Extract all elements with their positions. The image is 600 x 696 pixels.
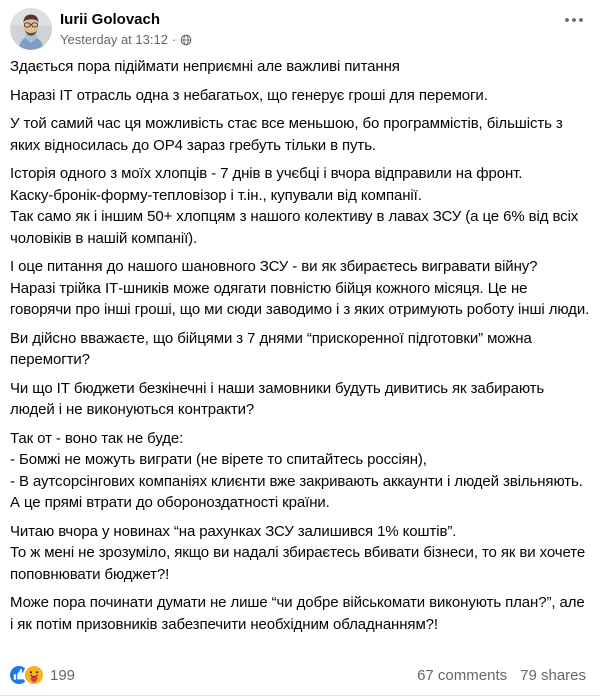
post-paragraph: Ви дійсно вважаєте, що бійцями з 7 днями “прискоренної підготовки” можна перемогти? (10, 329, 532, 368)
post-paragraph: У той самий час ця можливість стає все меньшою, бо программістів, більшість з яких відносилась до ОР4 зараз гребуть тільки в путь. (10, 115, 563, 154)
post-body (0, 50, 600, 642)
post-menu-button[interactable] (562, 8, 586, 28)
post-header (0, 0, 600, 50)
avatar[interactable] (10, 8, 52, 50)
post-paragraph: Так от - воно так не буде: - Бомжі не можуть виграти (не вірете то спитайтесь россіян), - В аутсорсінгових компаніях клиєнти вже закривають аккаунти і людей звільняють. А це прямі втрати до обороноздатності країни. (10, 429, 583, 511)
ellipsis-icon (564, 16, 584, 24)
post-paragraph: Наразі ІТ отрасль одна з небагатьох, що генерує гроші для перемоги. (10, 86, 488, 104)
post-paragraph: Чи що ІТ бюджети безкінечні і наши замовники будуть дивитись як забирають людей і не виконуються контракти? (10, 379, 545, 418)
globe-icon (180, 34, 192, 46)
post-paragraph: Може пора починати думати не лише “чи добре військомати виконують план?”, але і як потім призовників забезпечити необхідним обладнанням?! (10, 594, 585, 633)
reactions-summary[interactable] (10, 666, 75, 684)
post-paragraph: Історія одного з моїх хлопців - 7 днів в учєбці і вчора відправили на фронт. Каску-бронік-форму-тепловізор і т.ін., купували від компанії. Так само як і іншим 50+ хлопцям з нашого колективу в лавах ЗСУ (а це 6% від всіх чоловіків в нашій компанії). (10, 165, 579, 247)
post-header-text (60, 8, 192, 48)
post-footer (0, 660, 600, 696)
post-paragraph: Здається пора підіймати неприємні але важливі питання (10, 58, 400, 75)
post-paragraph: І оце питання до нашого шановного ЗСУ - ви як збираєтесь вигравати війну? Наразі трійка ІТ-шників може одягати повністю бійця кожного місяця. Це не говорячи про інші гроші, що ми сюди заводимо і з яких отримують роботу інші люди. (10, 258, 590, 318)
shares-count[interactable]: 79 shares (520, 666, 586, 684)
post-meta (60, 31, 192, 48)
footer-counts (417, 667, 586, 684)
author-name[interactable]: Iurii Golovach (60, 11, 161, 28)
avatar-portrait (10, 8, 52, 50)
timestamp[interactable]: Yesterday at 13:12 (60, 32, 168, 47)
reaction-count: 199 (50, 666, 76, 684)
post-paragraph: Читаю вчора у новинах “на рахунках ЗСУ залишився 1% коштів”. То ж мені не зрозуміло, якщо ви надалі збираєтесь вбивати бізнеси, то як ви хочете поповнювати бюджет?! (10, 522, 586, 583)
care-icon (25, 666, 43, 684)
comments-count[interactable]: 67 comments (417, 666, 508, 684)
meta-separator: · (171, 32, 177, 47)
